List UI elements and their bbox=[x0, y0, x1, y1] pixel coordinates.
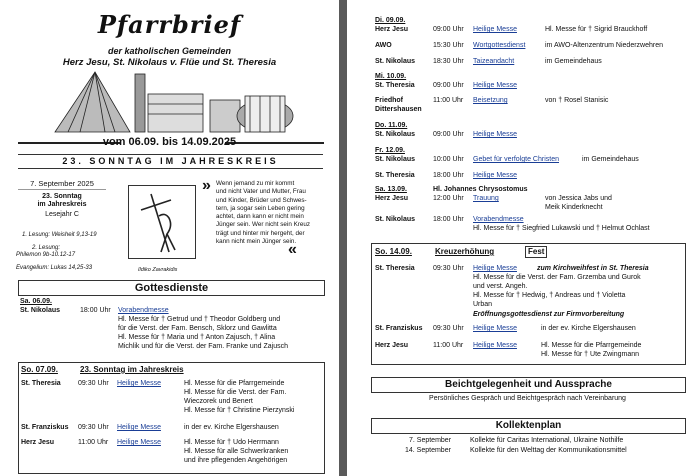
kreuz-herz-place: Herz Jesu bbox=[375, 342, 409, 349]
kreuz-theresia-line-3: Hl. Messe für † Hedwig, † Andreas und † Violetta bbox=[473, 292, 626, 299]
sunday-date: 7. September 2025 bbox=[30, 179, 94, 188]
cross-drawing-frame bbox=[128, 185, 196, 259]
kollekten-box bbox=[371, 418, 686, 434]
quote-line-8: kann nicht mein Jünger sein. bbox=[216, 238, 297, 246]
week-event: Beisetzung bbox=[473, 97, 508, 104]
kreuz-franz-event: Heilige Messe bbox=[473, 325, 517, 332]
kollekte-date: 14. September bbox=[405, 447, 451, 454]
gottesdienste-heading: Gottesdienste bbox=[134, 282, 209, 294]
so-theresia-line-2: Hl. Messe für die Verst. der Fam. bbox=[184, 389, 287, 396]
kollekten-heading: Kollektenplan bbox=[495, 420, 562, 431]
so-theresia-line-4: Hl. Messe für † Christine Pierzynski bbox=[184, 407, 295, 414]
week-event: Vorabendmesse bbox=[473, 216, 524, 223]
so-theresia-time: 09:30 Uhr bbox=[78, 380, 109, 387]
so-herz-place: Herz Jesu bbox=[21, 439, 55, 446]
week-place: St. Theresia bbox=[375, 172, 415, 179]
week-event: Heilige Messe bbox=[473, 26, 517, 33]
sa-line-4: Michlik und für die Verst. der Fam. Franke und Zajusch bbox=[118, 343, 289, 350]
quote-block bbox=[216, 180, 326, 246]
beicht-box bbox=[371, 377, 686, 393]
week-time: 18:30 Uhr bbox=[433, 58, 464, 65]
fest-badge: Fest bbox=[525, 246, 547, 258]
week-time: 18:00 Uhr bbox=[433, 216, 464, 223]
week-note: im Gemeindehaus bbox=[582, 156, 639, 163]
week-event: Heilige Messe bbox=[473, 82, 517, 89]
so-franz-loc: in der ev. Kirche Elgershausen bbox=[184, 424, 279, 431]
gottesdienste-box bbox=[18, 280, 325, 296]
artist-credit: Ildiko Zavrakidis bbox=[138, 267, 178, 273]
sunday-banner: 23. SONNTAG IM JAHRESKREIS bbox=[18, 154, 323, 169]
week-place: Herz Jesu bbox=[375, 195, 409, 202]
so-herz-line-2: Hl. Messe für alle Schwerkranken bbox=[184, 448, 289, 455]
kreuz-theresia-bold: Eröffnungsgottesdienst zur Firmvorbereitung bbox=[473, 311, 625, 318]
kreuz-franz-time: 09:30 Uhr bbox=[433, 325, 464, 332]
lesung-2-label: 2. Lesung: bbox=[32, 245, 61, 251]
kreuz-title: Kreuzerhöhung bbox=[435, 247, 495, 256]
kreuz-theresia-time: 09:30 Uhr bbox=[433, 265, 464, 272]
quote-line-1: Wenn jemand zu mir kommt bbox=[216, 180, 295, 187]
week-day-mi: Mi. 10.09. bbox=[375, 73, 407, 80]
cross-drawing bbox=[129, 186, 195, 258]
week-note: Hl. Messe für † Siegfried Lukawski und † Helmut Ochlast bbox=[473, 225, 650, 232]
lesejahr: Lesejahr C bbox=[45, 211, 79, 218]
lesung-2-ref: Philemon 9b-10.12-17 bbox=[16, 252, 76, 258]
week-note: von † Rosel Stanisic bbox=[545, 97, 609, 104]
kreuz-herz-line-2: Hl. Messe für † Ute Zwingmann bbox=[541, 351, 640, 358]
subtitle-line1: der katholischen Gemeinden bbox=[107, 46, 232, 56]
so-franz-event: Heilige Messe bbox=[117, 424, 161, 431]
kreuz-theresia-line-1: Hl. Messe für die Verst. der Fam. Grzemba und Gurok bbox=[473, 274, 641, 281]
sa-line-1: Hl. Messe für † Getrud und † Theodor Goldberg und bbox=[118, 316, 281, 323]
evangelium: Evangelium: Lukas 14,25-33 bbox=[16, 265, 93, 271]
week-time: 09:00 Uhr bbox=[433, 82, 464, 89]
kreuz-theresia-line-4: Urban bbox=[473, 301, 493, 308]
week-note-2: Meik Kinderknecht bbox=[545, 204, 603, 211]
kollekte-text: Kollekte für Caritas International, Ukraine Nothilfe bbox=[470, 437, 624, 444]
week-place: Friedhof bbox=[375, 97, 403, 104]
so-theresia-event: Heilige Messe bbox=[117, 380, 161, 387]
so-franz-place: St. Franziskus bbox=[21, 424, 69, 431]
quote-close: « bbox=[288, 241, 297, 258]
sa-date: Sa. 06.09. bbox=[20, 298, 52, 305]
sa-event: Vorabendmesse bbox=[118, 307, 169, 314]
quote-line-3: und Kinder, Brüder und Schwes- bbox=[216, 196, 307, 204]
week-event: Trauung bbox=[473, 195, 499, 202]
week-place-2: Dittershausen bbox=[375, 106, 422, 113]
so-date: So. 07.09. bbox=[21, 365, 58, 374]
so-theresia-line-3: Wieczorek und Benert bbox=[184, 398, 253, 405]
sa-place: St. Nikolaus bbox=[20, 307, 61, 314]
week-time: 18:00 Uhr bbox=[433, 172, 464, 179]
week-day-di: Di. 09.09. bbox=[375, 17, 406, 24]
week-time: 10:00 Uhr bbox=[433, 156, 464, 163]
page-left bbox=[0, 0, 339, 476]
so-herz-event: Heilige Messe bbox=[117, 439, 161, 446]
quote-line-2: und nicht Vater und Mutter, Frau bbox=[216, 188, 306, 196]
week-note: Hl. Messe für † Sigrid Brauckhoff bbox=[545, 26, 648, 33]
kreuz-theresia-event: Heilige Messe bbox=[473, 265, 517, 272]
kreuz-herz-time: 11:00 Uhr bbox=[433, 342, 464, 349]
lesung-1: 1. Lesung: Weisheit 9,13-19 bbox=[22, 232, 97, 238]
kreuz-date: So. 14.09. bbox=[375, 247, 412, 256]
week-event: Gebet für verfolgte Christen bbox=[473, 156, 559, 163]
kollekte-date: 7. September bbox=[409, 437, 452, 444]
newsletter-title: Pfarrbrief bbox=[97, 10, 242, 39]
sunday-name-1: 23. Sonntag bbox=[42, 193, 82, 200]
sunday-name-2: im Jahreskreis bbox=[37, 201, 87, 208]
week-time: 09:00 Uhr bbox=[433, 131, 464, 138]
week-day-do: Do. 11.09. bbox=[375, 122, 408, 129]
week-time: 12:00 Uhr bbox=[433, 195, 464, 202]
week-event: Wortgottesdienst bbox=[473, 42, 526, 49]
kollekte-text: Kollekte für den Welttag der Kommunikationsmittel bbox=[470, 447, 627, 454]
page-right bbox=[347, 0, 700, 476]
so-herz-line-1: Hl. Messe für † Udo Herrmann bbox=[184, 439, 279, 446]
quote-line-5: achtet, dann kann er nicht mein bbox=[216, 213, 304, 221]
week-event: Taizeandacht bbox=[473, 58, 515, 65]
subtitle-line2: Herz Jesu, St. Nikolaus v. Flüe und St. Theresia bbox=[62, 57, 277, 68]
week-note: im AWO-Altenzentrum Niederzwehren bbox=[545, 42, 664, 49]
kreuz-franz-loc: in der ev. Kirche Elgershausen bbox=[541, 325, 636, 332]
week-place: AWO bbox=[375, 42, 392, 49]
week-place: St. Nikolaus bbox=[375, 216, 416, 223]
week-place: St. Theresia bbox=[375, 82, 415, 89]
so-herz-time: 11:00 Uhr bbox=[78, 439, 109, 446]
beicht-text: Persönliches Gespräch und Beichtgespräch nach Vereinbarung bbox=[429, 395, 626, 402]
week-day-fr: Fr. 12.09. bbox=[375, 147, 405, 154]
kreuz-herz-line-1: Hl. Messe für die Pfarrgemeinde bbox=[541, 342, 642, 349]
quote-line-4: tern, ja sogar sein Leben gering bbox=[216, 204, 305, 212]
week-event: Heilige Messe bbox=[473, 172, 517, 179]
week-note: von Jessica Jabs und bbox=[545, 195, 612, 202]
kreuz-herz-event: Heilige Messe bbox=[473, 342, 517, 349]
week-place: St. Nikolaus bbox=[375, 58, 416, 65]
sa-line-2: für die Verst. der Fam. Bensch, Sklorz und Gawlitta bbox=[118, 325, 277, 332]
week-place: St. Nikolaus bbox=[375, 156, 416, 163]
week-place: Herz Jesu bbox=[375, 26, 409, 33]
kreuz-theresia-place: St. Theresia bbox=[375, 265, 415, 272]
kreuz-franz-place: St. Franziskus bbox=[375, 325, 423, 332]
kreuz-theresia-line-2: und verst. Angeh. bbox=[473, 283, 528, 290]
so-title: 23. Sonntag im Jahreskreis bbox=[80, 365, 184, 374]
date-range: vom 06.09. bis 14.09.2025 bbox=[102, 136, 237, 148]
beicht-heading: Beichtgelegenheit und Aussprache bbox=[445, 379, 612, 390]
week-dayname: Hl. Johannes Chrysostomus bbox=[433, 186, 528, 193]
week-event: Heilige Messe bbox=[473, 131, 517, 138]
quote-open: » bbox=[202, 177, 211, 194]
so-theresia-line-1: Hl. Messe für die Pfarrgemeinde bbox=[184, 380, 285, 387]
week-time: 09:00 Uhr bbox=[433, 26, 464, 33]
kreuz-theresia-note: zum Kirchweihfest in St. Theresia bbox=[537, 265, 649, 272]
so-franz-time: 09:30 Uhr bbox=[78, 424, 109, 431]
so-theresia-place: St. Theresia bbox=[21, 380, 61, 387]
sa-time: 18:00 Uhr bbox=[80, 307, 111, 314]
quote-line-7: trägt und hinter mir hergeht, der bbox=[216, 229, 305, 237]
churches-illustration bbox=[50, 64, 300, 134]
week-day-sa: Sa. 13.09. bbox=[375, 186, 407, 193]
week-time: 15:30 Uhr bbox=[433, 42, 464, 49]
week-time: 11:00 Uhr bbox=[433, 97, 464, 104]
so-herz-line-3: und ihre pflegenden Angehörigen bbox=[184, 457, 288, 464]
week-place: St. Nikolaus bbox=[375, 131, 416, 138]
quote-line-6: Jünger sein. Wer nicht sein Kreuz bbox=[216, 221, 311, 229]
week-note: im Gemeindehaus bbox=[545, 58, 602, 65]
sa-line-3: Hl. Messe für † Maria und † Anton Zajusch, † Alina bbox=[118, 334, 276, 341]
